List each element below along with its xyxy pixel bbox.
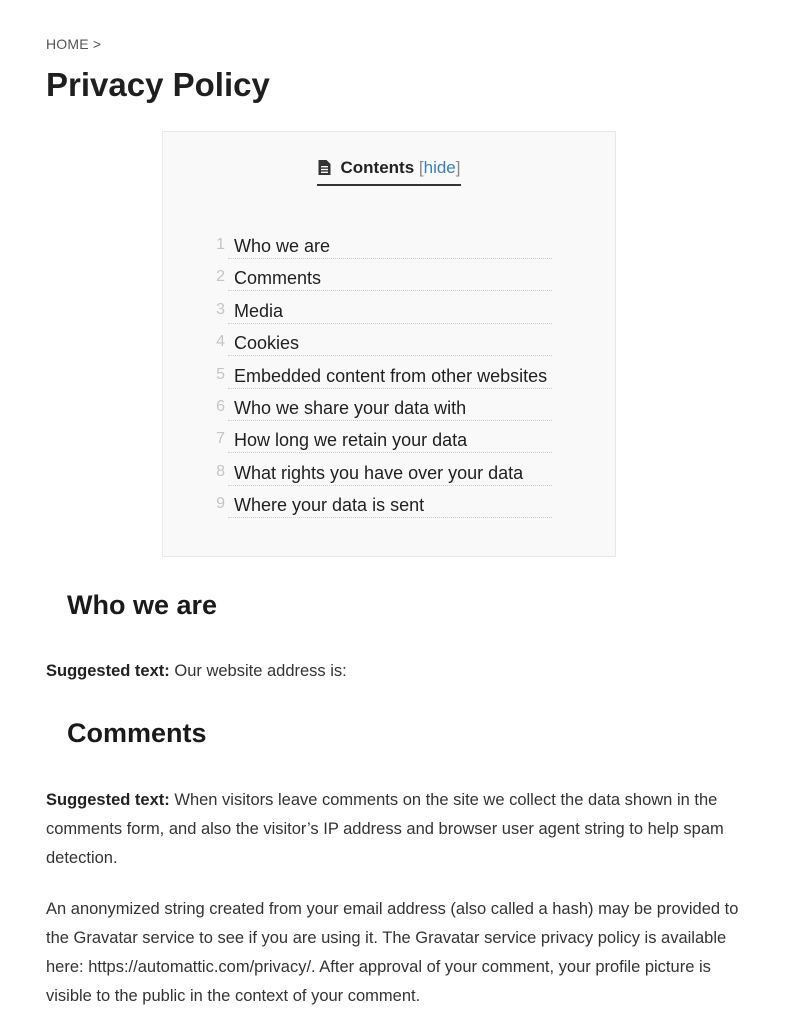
table-of-contents	[162, 131, 616, 557]
toc-hide-link[interactable]: hide	[423, 158, 456, 177]
section-heading-who-we-are: Who we are	[67, 590, 218, 620]
toc-item-number: 2	[216, 268, 225, 286]
toc-item-label[interactable]: Media	[234, 300, 284, 321]
toc-item-label[interactable]: Who we are	[234, 236, 331, 256]
page-title: Privacy Policy	[46, 66, 270, 103]
paragraph-text: When visitors leave comments on the site we collect the data shown in the comments form, and also the visitor’s IP address and browser user agent string to help spam detection.	[46, 791, 724, 867]
section-heading-comments: Comments	[67, 718, 207, 748]
toc-item-label[interactable]: Embedded content from other websites	[234, 365, 548, 386]
suggested-text-label: Suggested text:	[46, 662, 170, 680]
toc-item-label[interactable]: What rights you have over your data	[234, 462, 524, 483]
toc-item-number: 9	[216, 495, 225, 513]
toc-header	[163, 158, 615, 186]
toc-item-number: 5	[216, 365, 225, 383]
suggested-text-label: Suggested text:	[46, 791, 170, 809]
toc-item-label[interactable]: Who we share your data with	[234, 397, 467, 418]
toc-item-number: 1	[216, 236, 225, 253]
toc-item-number: 8	[216, 462, 225, 480]
toc-item-label[interactable]: How long we retain your data	[234, 430, 468, 451]
document-icon	[317, 159, 332, 181]
breadcrumb[interactable]: HOME >	[46, 36, 102, 52]
toc-item-label[interactable]: Cookies	[234, 333, 300, 354]
paragraph-who-we-are	[46, 657, 746, 686]
toc-item-number: 4	[216, 333, 225, 351]
toc-bracket-open: [	[418, 158, 424, 177]
toc-item-label[interactable]: Comments	[234, 268, 322, 289]
paragraph-comments	[46, 786, 746, 873]
toc-item-number: 3	[216, 300, 225, 318]
toc-item-number: 7	[216, 430, 225, 448]
toc-item-number: 6	[216, 397, 225, 415]
paragraph-text: Our website address is:	[169, 662, 347, 680]
toc-item-label[interactable]: Where your data is sent	[234, 495, 425, 516]
toc-title: Contents	[340, 158, 415, 177]
toc-bracket-close: ]	[455, 158, 461, 177]
paragraph-gravatar: An anonymized string created from your email address (also called a hash) may be provided to the Gravatar service to see if you are using it. The Gravatar service privacy policy is available here: https://automattic.com/privacy/. After approval of your comment, your profile picture is visible to the public in the context of your comment.	[46, 900, 739, 1005]
